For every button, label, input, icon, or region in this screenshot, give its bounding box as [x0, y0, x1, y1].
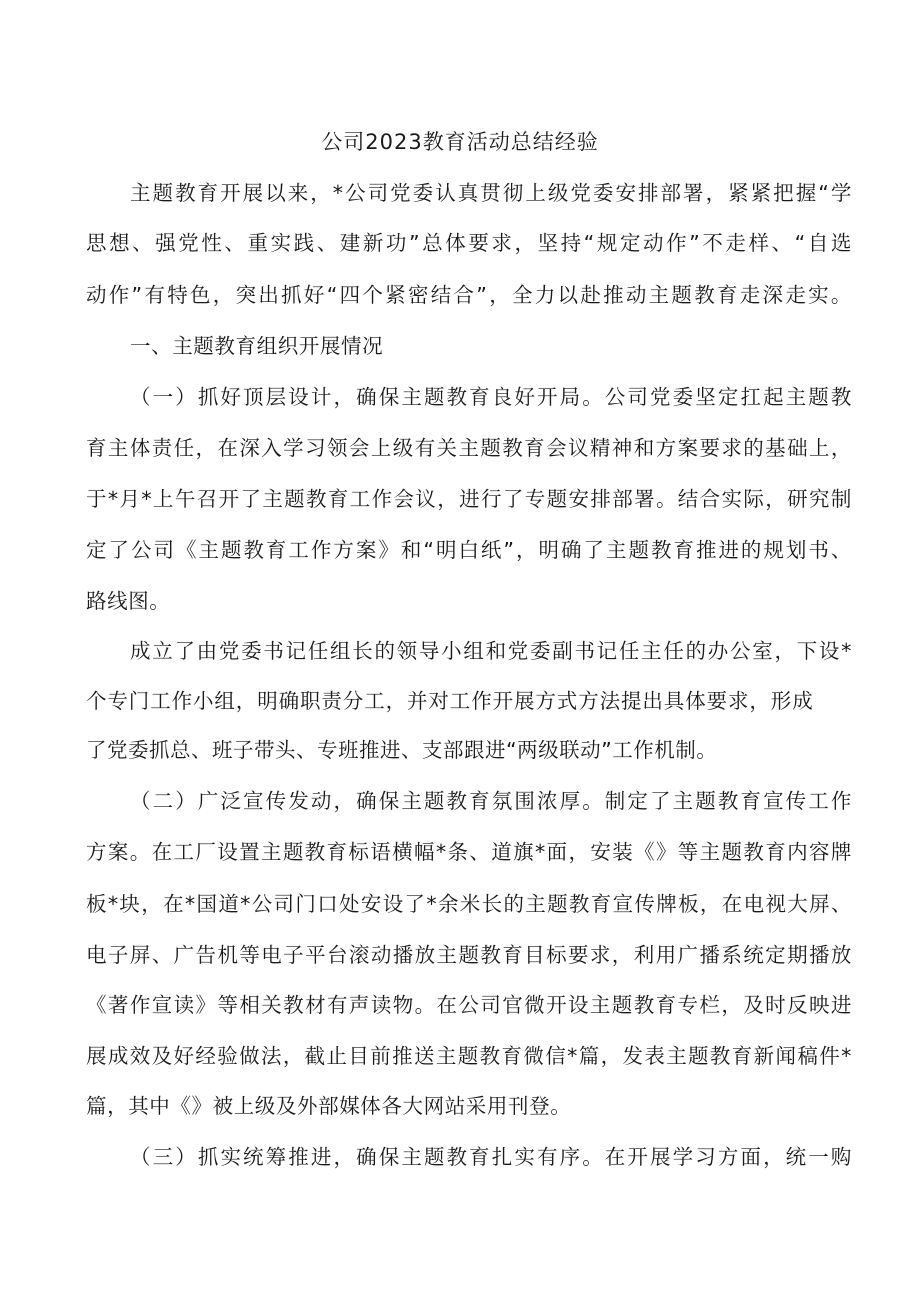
paragraph-line: 思想、强党性、重实践、建新功”总体要求，坚持“规定动作”不走样、“自选 [86, 231, 852, 255]
paragraph-line: 个专门工作小组，明确职责分工，并对工作开展方式方法提出具体要求，形成 [86, 689, 814, 713]
paragraph-line: 育主体责任，在深入学习领会上级有关主题教育会议精神和方案要求的基础上， [86, 436, 852, 460]
paragraph-line: 了党委抓总、班子带头、专班推进、支部跟进“两级联动”工作机制。 [86, 738, 718, 762]
paragraph-line: 路线图。 [86, 589, 171, 613]
paragraph-line: 板*块，在*国道*公司门口处安设了*余米长的主题教育宣传牌板，在电视大屏、 [86, 892, 852, 916]
paragraph-line: 《著作宣读》等相关教材有声读物。在公司官微开设主题教育专栏，及时反映进 [86, 993, 852, 1017]
paragraph-line: 于*月*上午召开了主题教育工作会议，进行了专题安排部署。结合实际，研究制 [86, 487, 852, 511]
section-heading: 一、主题教育组织开展情况 [130, 334, 384, 358]
paragraph-line: 定了公司《主题教育工作方案》和“明白纸”，明确了主题教育推进的规划书、 [86, 538, 852, 562]
paragraph-line: （二）广泛宣传发动，确保主题教育氛围浓厚。制定了主题教育宣传工作 [130, 789, 852, 813]
paragraph-line: 篇，其中《》被上级及外部媒体各大网站采用刊登。 [86, 1094, 572, 1118]
paragraph-line: （三）抓实统筹推进，确保主题教育扎实有序。在开展学习方面，统一购 [130, 1145, 852, 1169]
paragraph-line: 动作”有特色，突出抓好“四个紧密结合”，全力以赴推动主题教育走深走实。 [86, 283, 852, 307]
paragraph-line: 成立了由党委书记任组长的领导小组和党委副书记任主任的办公室，下设* [130, 639, 852, 663]
paragraph-line: 主题教育开展以来，*公司党委认真贯彻上级党委安排部署，紧紧把握“学 [130, 181, 852, 205]
paragraph-line: （一）抓好顶层设计，确保主题教育良好开局。公司党委坚定扛起主题教 [130, 385, 852, 409]
paragraph-line: 电子屏、广告机等电子平台滚动播放主题教育目标要求，利用广播系统定期播放 [86, 943, 852, 967]
paragraph-line: 展成效及好经验做法，截止目前推送主题教育微信*篇，发表主题教育新闻稿件* [86, 1044, 852, 1068]
document-title: 公司2023教育活动总结经验 [321, 130, 599, 154]
paragraph-line: 方案。在工厂设置主题教育标语横幅*条、道旗*面，安装《》等主题教育内容牌 [86, 840, 852, 864]
